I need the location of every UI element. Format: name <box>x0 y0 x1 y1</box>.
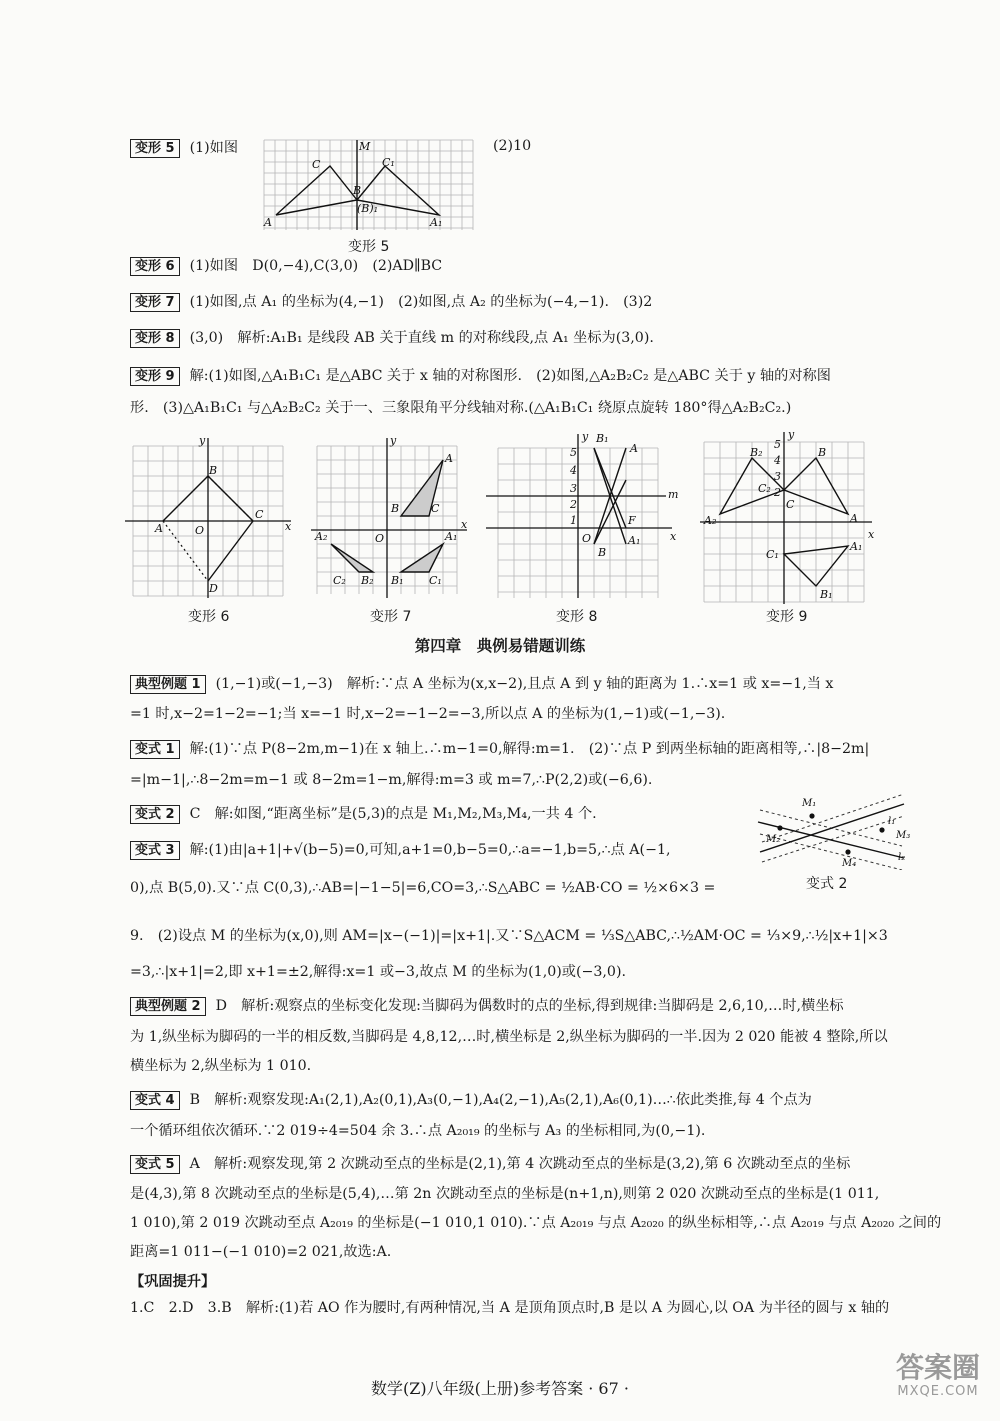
svg-text:A: A <box>264 216 272 229</box>
figure-ex5 <box>258 138 484 234</box>
svg-text:C: C <box>431 502 440 515</box>
ex7-text: (1)如图,点 A₁ 的坐标为(4,−1) (2)如图,点 A₂ 的坐标为(−4,−1). (3)2 <box>189 294 653 310</box>
svg-text:O: O <box>375 532 385 545</box>
typ1-l2: =1 时,x−2=1−2=−1;当 x=−1 时,x−2=−1−2=−3,所以点 A 的坐标为(1,−1)或(−1,−3). <box>130 706 726 722</box>
watermark-url: MXQE.COM <box>897 1384 979 1399</box>
ex5-text2: (2)10 <box>493 138 532 154</box>
svg-text:A₂: A₂ <box>704 514 717 527</box>
svg-text:4: 4 <box>774 454 781 467</box>
svg-text:B₂: B₂ <box>750 446 763 459</box>
ex9-line <box>130 366 912 386</box>
figure-ex9 <box>700 428 878 604</box>
svg-text:C₁: C₁ <box>382 156 395 169</box>
v5-l3: 1 010),第 2 019 次跳动至点 A₂₀₁₉ 的坐标是(−1 010,1 010).∵点 A₂₀₁₉ 与点 A₂₀₂₀ 的纵坐标相等,∴点 A₂₀₁₉ 与点 A₂₀₂₀ 之间的 <box>130 1215 942 1231</box>
svg-text:3: 3 <box>774 470 781 483</box>
v2-text: C 解:如图,“距离坐标”是(5,3)的点是 M₁,M₂,M₃,M₄,一共 4 个. <box>189 806 597 822</box>
ex8-text: (3,0) 解析:A₁B₁ 是线段 AB 关于直线 m 的对称线段,点 A₁ 坐标为(3,0). <box>189 330 654 346</box>
v2-line <box>130 804 740 824</box>
v4-line <box>130 1090 912 1110</box>
v4-l2: 一个循环组依次循环.∵2 019÷4=504 余 3.∴点 A₂₀₁₉ 的坐标与 A₃ 的坐标相同,为(0,−1). <box>130 1123 706 1139</box>
consolidate-l1: 1.C 2.D 3.B 解析:(1)若 AO 作为腰时,有两种情况,当 A 是顶角顶点时,B 是以 A 为圆心,以 OA 为半径的圆与 x 轴的 <box>130 1300 890 1316</box>
svg-text:l₁: l₁ <box>888 816 896 827</box>
svg-text:y: y <box>582 430 589 443</box>
v3-tag: 变式 3 <box>130 841 180 860</box>
typ1-line <box>130 674 912 694</box>
svg-text:A₁: A₁ <box>430 216 443 229</box>
svg-text:3: 3 <box>570 482 577 495</box>
svg-text:x: x <box>285 520 292 533</box>
figure-ex8 <box>486 428 680 600</box>
ex8-tag: 变形 8 <box>130 329 180 348</box>
svg-text:M: M <box>359 140 371 153</box>
figure-ex7 <box>311 432 473 600</box>
v5-l2: 是(4,3),第 8 次跳动至点的坐标是(5,4),…第 2n 次跳动至点的坐标是(n+1,n),则第 2 020 次跳动至点的坐标是(1 011, <box>130 1186 880 1202</box>
chapter-title: 第四章 典例易错题训练 <box>414 637 586 655</box>
ex9-text: 解:(1)如图,△A₁B₁C₁ 是△ABC 关于 x 轴的对称图形. (2)如图,△A₂B₂C₂ 是△ABC 关于 y 轴的对称图 <box>189 368 831 384</box>
svg-text:1: 1 <box>570 514 577 527</box>
v3-l4: =3,∴|x+1|=2,即 x+1=±2,解得:x=1 或−3,故点 M 的坐标为(1,0)或(−3,0). <box>130 964 626 980</box>
svg-text:5: 5 <box>570 446 577 459</box>
svg-text:C₂: C₂ <box>333 574 346 587</box>
typ2-l1: D 解析:观察点的坐标变化发现:当脚码为偶数时的点的坐标,得到规律:当脚码是 2,6,10,…时,横坐标 <box>215 998 844 1014</box>
page-footer: 数学(Z)八年级(上册)参考答案 · 67 · <box>371 1379 629 1398</box>
ex5-tag: 变形 5 <box>130 139 180 158</box>
svg-text:C: C <box>786 498 795 511</box>
ex9-line2: 形. (3)△A₁B₁C₁ 与△A₂B₂C₂ 关于一、三象限角平分线轴对称.(△A₁B₁C₁ 绕原点旋转 180°得△A₂B₂C₂.) <box>130 400 792 416</box>
v3-l3: 9. (2)设点 M 的坐标为(x,0),则 AM=|x−(−1)|=|x+1|.又∵S△ACM = ⅓S△ABC,∴½AM·OC = ⅓×9,∴½|x+1|×3 <box>130 928 888 944</box>
svg-text:A: A <box>630 442 638 455</box>
v5-tag: 变式 5 <box>130 1155 180 1174</box>
svg-text:F: F <box>628 514 636 527</box>
v2-caption: 变式 2 <box>806 876 848 892</box>
svg-text:C₁: C₁ <box>766 548 779 561</box>
consolidate-title: 【巩固提升】 <box>130 1274 216 1290</box>
ex6-line <box>130 256 912 276</box>
svg-text:y: y <box>199 434 206 447</box>
svg-text:A₁: A₁ <box>628 534 641 547</box>
svg-text:M₁: M₁ <box>802 798 817 809</box>
svg-text:D: D <box>209 582 218 595</box>
svg-text:l₂: l₂ <box>898 852 906 863</box>
svg-text:B: B <box>353 184 362 197</box>
ex6-text: (1)如图 D(0,−4),C(3,0) (2)AD∥BC <box>189 258 443 274</box>
svg-text:M₄: M₄ <box>842 858 857 869</box>
v1-l1: 解:(1)∵点 P(8−2m,m−1)在 x 轴上.∴m−1=0,解得:m=1. (2)∵点 P 到两坐标轴的距离相等,∴|8−2m| <box>189 741 870 757</box>
svg-text:5: 5 <box>774 438 781 451</box>
svg-text:O: O <box>582 532 592 545</box>
svg-text:4: 4 <box>570 464 577 477</box>
svg-text:B: B <box>391 502 400 515</box>
v3-l1: 解:(1)由|a+1|+√(b−5)=0,可知,a+1=0,b−5=0,∴a=−1,b=5,∴点 A(−1, <box>189 842 671 858</box>
ex7-line <box>130 292 912 312</box>
ex7-tag: 变形 7 <box>130 293 180 312</box>
svg-text:C: C <box>255 508 264 521</box>
svg-text:x: x <box>461 518 468 531</box>
typ1-tag: 典型例题 1 <box>130 675 206 694</box>
svg-text:C₂: C₂ <box>758 482 771 495</box>
svg-text:B₁: B₁ <box>820 588 833 601</box>
watermark-logo: 答案圈 <box>895 1351 980 1384</box>
svg-text:A: A <box>155 522 163 535</box>
v5-line <box>130 1154 912 1174</box>
ex5-text1: (1)如图 <box>189 140 239 156</box>
typ2-l3: 横坐标为 2,纵坐标为 1 010. <box>130 1058 312 1074</box>
svg-text:A₂: A₂ <box>315 530 328 543</box>
ex5-caption: 变形 5 <box>348 239 390 255</box>
svg-text:y: y <box>788 428 795 441</box>
svg-text:x: x <box>868 528 875 541</box>
svg-text:A: A <box>445 452 453 465</box>
v1-l2: =|m−1|,∴8−2m=m−1 或 8−2m=1−m,解得:m=3 或 m=7,∴P(2,2)或(−6,6). <box>130 772 653 788</box>
v3-line <box>130 840 740 860</box>
svg-text:B: B <box>818 446 827 459</box>
fig-caption-ex7: 变形 7 <box>370 609 412 625</box>
svg-text:(B)₁: (B)₁ <box>357 202 379 215</box>
v2-tag: 变式 2 <box>130 805 180 824</box>
svg-text:C: C <box>312 158 321 171</box>
v5-l4: 距离=1 011−(−1 010)=2 021,故选:A. <box>130 1244 392 1260</box>
ex8-line <box>130 328 912 348</box>
typ2-line <box>130 996 912 1016</box>
typ1-l1: (1,−1)或(−1,−3) 解析:∵点 A 坐标为(x,x−2),且点 A 到 y 轴的距离为 1.∴x=1 或 x=−1,当 x <box>215 676 834 692</box>
typ2-tag: 典型例题 2 <box>130 997 206 1016</box>
fig-caption-ex8: 变形 8 <box>556 609 598 625</box>
v3-l2: 0),点 B(5,0).又∵点 C(0,3),∴AB=|−1−5|=6,CO=3,∴S△ABC = ½AB·CO = ½×6×3 = <box>130 880 716 896</box>
svg-text:A: A <box>850 512 858 525</box>
svg-text:B₁: B₁ <box>596 432 609 445</box>
v1-tag: 变式 1 <box>130 740 180 759</box>
watermark <box>890 1352 986 1399</box>
v5-l1: A 解析:观察发现,第 2 次跳动至点的坐标是(2,1),第 4 次跳动至点的坐标是(3,2),第 6 次跳动至点的坐标 <box>189 1156 851 1172</box>
fig-caption-ex9: 变形 9 <box>766 609 808 625</box>
figure-v2 <box>752 790 912 870</box>
ex6-tag: 变形 6 <box>130 257 180 276</box>
svg-text:C₁: C₁ <box>429 574 442 587</box>
svg-text:A₁: A₁ <box>445 530 458 543</box>
svg-text:B₁: B₁ <box>391 574 404 587</box>
ex9-tag: 变形 9 <box>130 367 180 386</box>
svg-text:B: B <box>209 464 218 477</box>
svg-text:2: 2 <box>570 498 577 511</box>
svg-text:m: m <box>668 488 679 501</box>
v1-line <box>130 739 912 759</box>
fig-caption-ex6: 变形 6 <box>188 609 230 625</box>
svg-text:M₂: M₂ <box>766 834 781 845</box>
svg-text:B₂: B₂ <box>361 574 374 587</box>
svg-text:O: O <box>195 524 205 537</box>
svg-text:x: x <box>670 530 677 543</box>
v4-l1: B 解析:观察发现:A₁(2,1),A₂(0,1),A₃(0,−1),A₄(2,−1),A₅(2,1),A₆(0,1)…∴依此类推,每 4 个点为 <box>189 1092 812 1108</box>
v4-tag: 变式 4 <box>130 1091 180 1110</box>
svg-text:y: y <box>390 434 397 447</box>
svg-text:B: B <box>598 546 607 559</box>
svg-text:2: 2 <box>774 486 781 499</box>
typ2-l2: 为 1,纵坐标为脚码的一半的相反数,当脚码是 4,8,12,…时,横坐标是 2,纵坐标为脚码的一半.因为 2 020 能被 4 整除,所以 <box>130 1029 888 1045</box>
figure-ex6 <box>125 432 297 600</box>
svg-text:A₁: A₁ <box>850 540 863 553</box>
svg-text:M₃: M₃ <box>896 830 911 841</box>
